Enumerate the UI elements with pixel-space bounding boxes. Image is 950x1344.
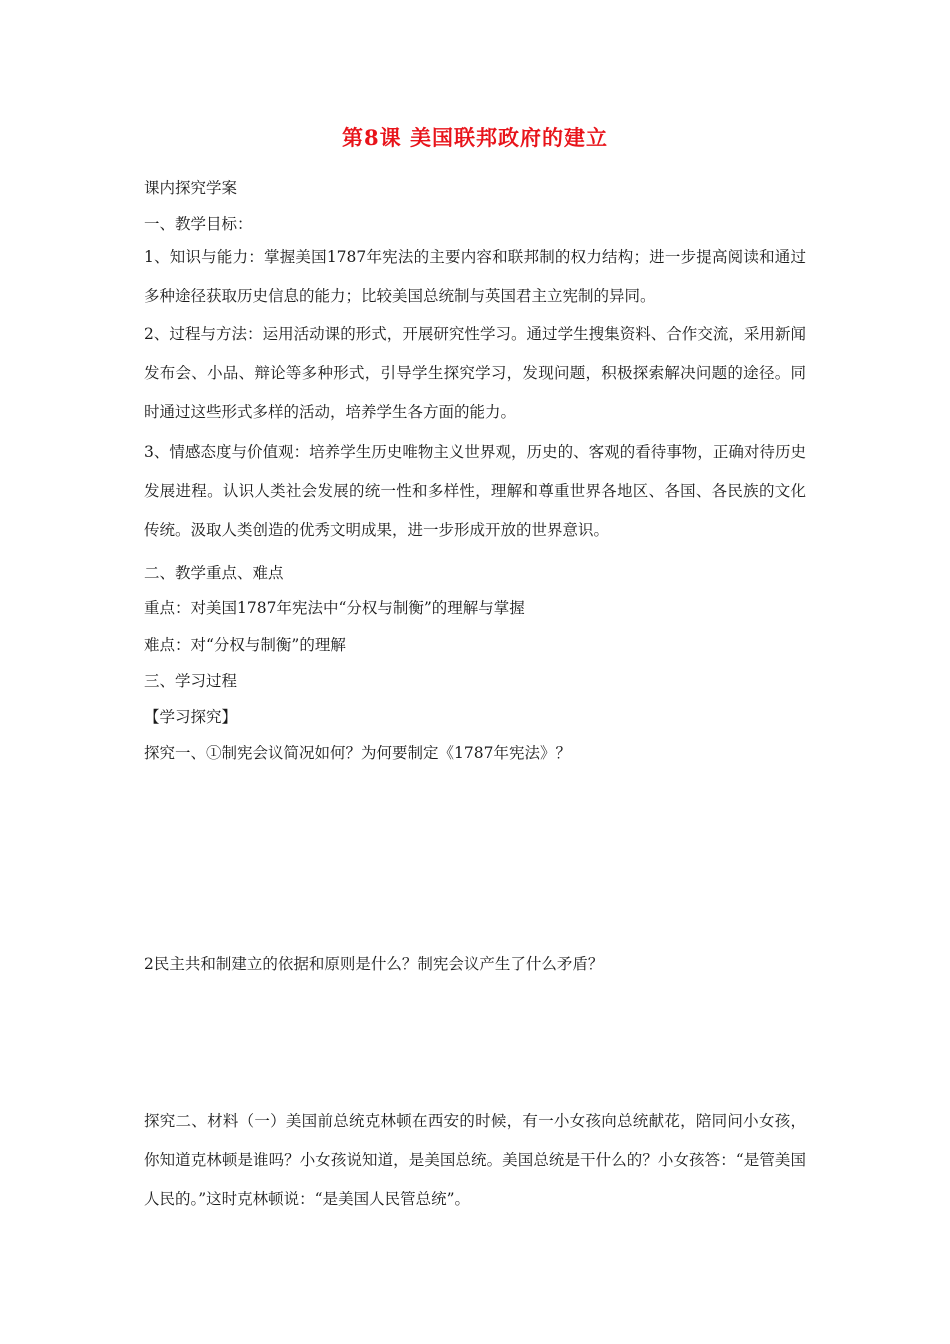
inquiry-one: 探究一、①制宪会议简况如何？为何要制定《1787年宪法》？ [144,744,571,762]
study-label: 【学习探究】 [144,708,238,726]
section-heading-goals: 一、教学目标： [144,215,253,233]
section-heading-key-points: 二、教学重点、难点 [144,564,284,582]
inquiry-one-question-two: 2民主共和制建立的依据和原则是什么？制宪会议产生了什么矛盾？ [144,955,604,973]
section-heading-process: 三、学习过程 [144,672,238,690]
difficult-point: 难点：对“分权与制衡”的理解 [144,636,346,654]
goal-process-method: 2、过程与方法：运用活动课的形式，开展研究性学习。通过学生搜集资料、合作交流，采用新闻发布会、小品、辩论等多种形式，引导学生探究学习，发现问题，积极探索解决问题的途径。同时通过这些形式多样的活动，培养学生各方面的能力。 [144,325,806,421]
goal-knowledge-ability: 1、知识与能力：掌握美国1787年宪法的主要内容和联邦制的权力结构；进一步提高阅读和通过多种途径获取历史信息的能力；比较美国总统制与英国君主立宪制的异同。 [144,248,806,305]
key-point: 重点：对美国1787年宪法中“分权与制衡”的理解与掌握 [144,599,525,617]
subtitle: 课内探究学案 [144,179,238,197]
inquiry-two: 探究二、材料（一）美国前总统克林顿在西安的时候，有一小女孩向总统献花，陪同问小女孩，你知道克林顿是谁吗？小女孩说知道，是美国总统。美国总统是干什么的？小女孩答：“是管美国人民的。”这时克林顿说：“是美国人民管总统”。 [144,1112,806,1208]
goal-emotion-values: 3、情感态度与价值观：培养学生历史唯物主义世界观，历史的、客观的看待事物，正确对待历史发展进程。认识人类社会发展的统一性和多样性，理解和尊重世界各地区、各国、各民族的文化传统。汲取人类创造的优秀文明成果，进一步形成开放的世界意识。 [144,443,806,539]
page-title: 第8课 美国联邦政府的建立 [342,125,608,150]
